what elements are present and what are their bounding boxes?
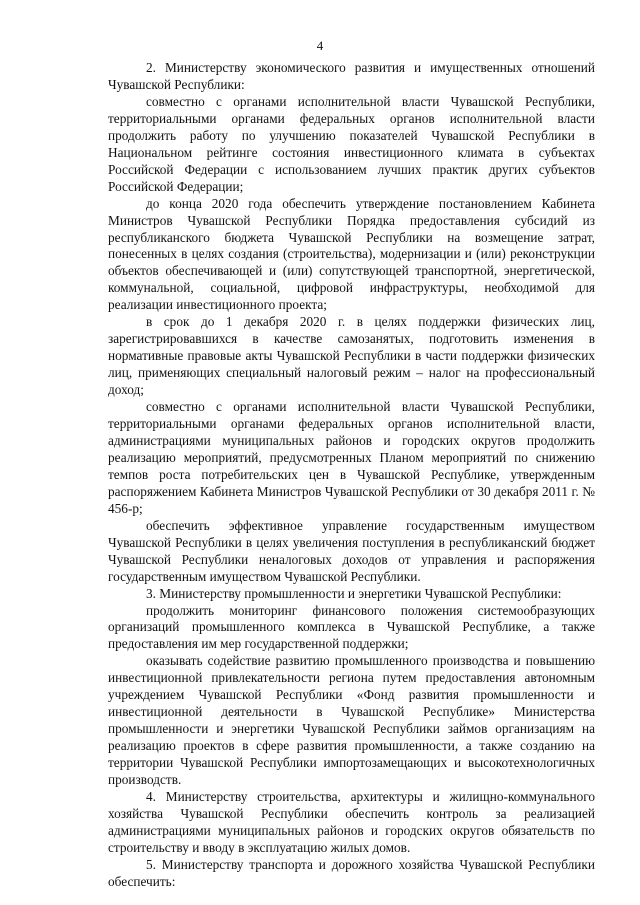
paragraph-ministry-industry: 3. Министерству промышленности и энергетики Чувашской Республики: — [146, 585, 562, 601]
paragraph-self-employed: в срок до 1 декабря 2020 г. в целях поддержки физических лиц, зарегистрировавшихся в качестве самозанятых, подготовить изменения в нормативные правовые акты Чувашской Республики в части поддержки физических лиц, применяющих специальный налоговый режим – налог на профессиональный доход; — [108, 314, 595, 398]
paragraph-ministry-economy: 2. Министерству экономического развития и имущественных отношений Чувашской Республики: — [108, 60, 595, 92]
paragraph-investment-climate: совместно с органами исполнительной власти Чувашской Республики, территориальными органами федеральных органов исполнительной власти продолжить работу по улучшению показателей Чувашской Республики в Национальном рейтинге состояния инвестиционного климата в субъектах Российской Федерации с использованием лучших практик других субъектов Российской Федерации; — [108, 93, 595, 194]
paragraph-price-growth-plan: совместно с органами исполнительной власти Чувашской Республики, территориальными органами федеральных органов исполнительной власти, администрациями муниципальных районов и городских округов продолжить реализацию мероприятий, предусмотренных Планом мероприятий по снижению темпов роста потребительских цен в Чувашской Республике, утвержденным распоряжением Кабинета Министров Чувашской Республики от 30 декабря 2011 г. № 456-р; — [108, 399, 595, 516]
paragraph-subsidies-order: до конца 2020 года обеспечить утверждение постановлением Кабинета Министров Чувашской Республики Порядка предоставления субсидий из республиканского бюджета Чувашской Республики на возмещение затрат, понесенных в целях создания (строительства), модернизации и (или) реконструкции объектов обеспечивающей и (или) сопутствующей транспортной, энергетической, коммунальной, социальной, цифровой инфраструктуры, необходимой для реализации инвестиционного проекта; — [108, 195, 595, 313]
document-body — [108, 60, 595, 891]
paragraph-ministry-transport: 5. Министерству транспорта и дорожного хозяйства Чувашской Республики обеспечить: — [108, 856, 595, 889]
paragraph-ministry-construction: 4. Министерству строительства, архитектуры и жилищно-коммунального хозяйства Чувашской Республики обеспечить контроль за реализацией администрациями муниципальных районов и городских округов обязательств по строительству и вводу в эксплуатацию жилых домов. — [108, 788, 595, 855]
page-number: 4 — [316, 38, 324, 53]
paragraph-state-property: обеспечить эффективное управление государственным имуществом Чувашской Республики в целях увеличения поступления в республиканский бюджет Чувашской Республики неналоговых доходов от управления и распоряжения государственным имуществом Чувашской Республики. — [108, 517, 595, 584]
paragraph-financial-monitoring: продолжить мониторинг финансового положения системообразующих организаций промышленного комплекса в Чувашской Республике, а также предоставления им мер государственной поддержки; — [108, 602, 595, 652]
paragraph-industrial-development: оказывать содействие развитию промышленного производства и повышению инвестиционной привлекательности региона путем предоставления автономным учреждением Чувашской Республики «Фонд развития промышленности и инвестиционной деятельности в Чувашской Республике» Министерства промышленности и энергетики Чувашской Республики займов организациям на реализацию проектов в сфере развития промышленности, а также созданию на территории Чувашской Республики импортозамещающих и высокотехнологичных производств. — [108, 653, 595, 788]
